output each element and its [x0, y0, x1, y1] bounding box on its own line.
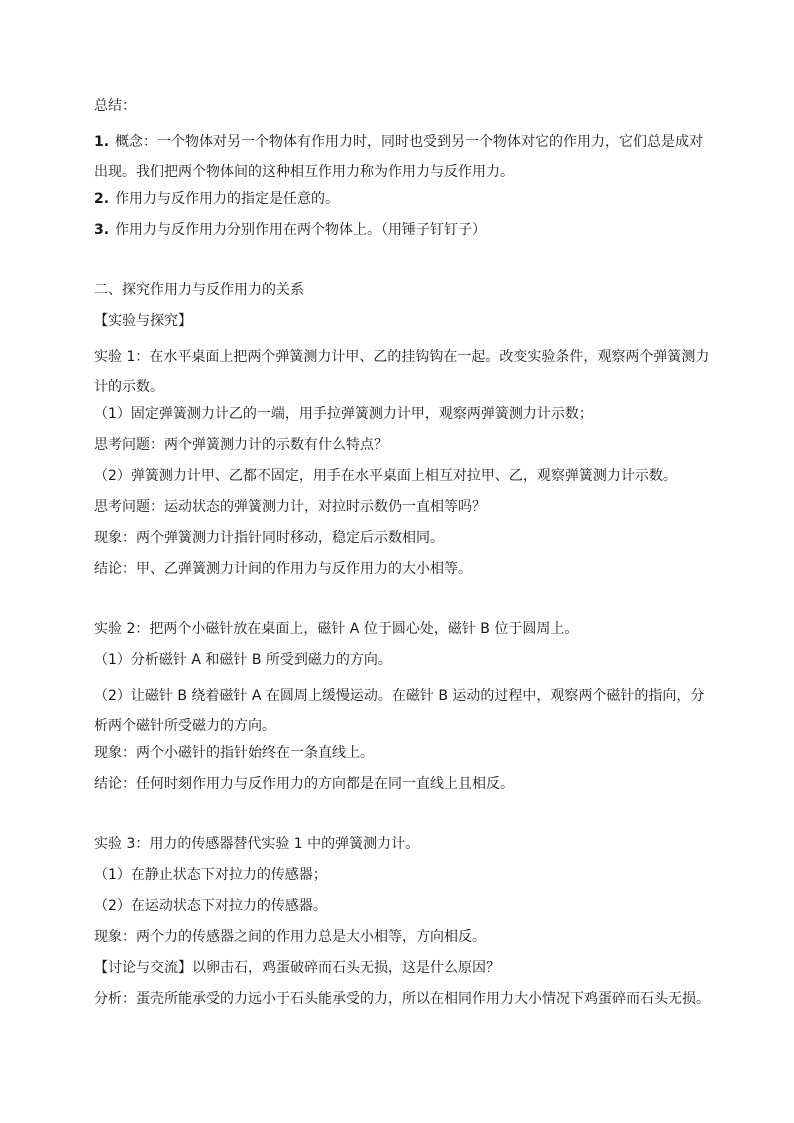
- summary-title: 总结：: [94, 98, 136, 114]
- exp2-conclusion: 结论：任何时刻作用力与反作用力的方向都是在同一直线上且相反。: [94, 776, 514, 792]
- exp1-conclusion: 结论：甲、乙弹簧测力计间的作用力与反作用力的大小相等。: [94, 561, 472, 577]
- exp3-intro: 实验 3：用力的传感器替代实验 1 中的弹簧测力计。: [94, 836, 420, 852]
- exp1-question2: 思考问题：运动状态的弹簧测力计，对拉时示数仍一直相等吗？: [94, 499, 486, 515]
- summary-item-2-number: 2.: [94, 191, 110, 207]
- summary-item-3: [94, 220, 714, 241]
- summary-item-1-number: 1.: [94, 134, 110, 150]
- section-gap: [94, 805, 714, 834]
- summary-item-2-text: 作用力与反作用力的指定是任意的。: [115, 191, 340, 207]
- exp1-intro: 实验 1：在水平桌面上把两个弹簧测力计甲、乙的挂钩钩在一起。改变实验条件，观察两个弹簧测力计的示数。: [94, 349, 710, 395]
- section2-title: 二、探究作用力与反作用力的关系: [94, 282, 304, 298]
- exp2-intro: 实验 2：把两个小磁针放在桌面上，磁针 A 位于圆心处，磁针 B 位于圆周上。: [94, 621, 579, 637]
- section-gap: [94, 590, 714, 619]
- exp2-phenomenon: 现象：两个小磁针的指针始终在一条直线上。: [94, 745, 374, 761]
- summary-item-3-number: 3.: [94, 222, 110, 238]
- experiment-header: 【实验与探究】: [94, 313, 192, 329]
- exp2-step2: （2）让磁针 B 绕着磁针 A 在圆周上缓慢运动。在磁针 B 运动的过程中，观察两个磁针的指向，分析两个磁针所受磁力的方向。: [94, 688, 705, 734]
- exp1-step2: （2）弹簧测力计甲、乙都不固定，用手在水平桌面上相互对拉甲、乙，观察弹簧测力计示数。: [94, 468, 677, 484]
- exp3-step2: （2）在运动状态下对拉力的传感器。: [94, 898, 327, 914]
- exp1-question1: 思考问题：两个弹簧测力计的示数有什么特点？: [94, 437, 388, 453]
- discussion-question: 【讨论与交流】以卵击石，鸡蛋破碎而石头无损，这是什么原因？: [94, 960, 500, 976]
- summary-item-3-text: 作用力与反作用力分别作用在两个物体上。（用锤子钉钉子）: [115, 222, 487, 238]
- exp2-step1: （1）分析磁针 A 和磁针 B 所受到磁力的方向。: [94, 652, 392, 668]
- exp3-step1: （1）在静止状态下对拉力的传感器；: [94, 867, 327, 883]
- summary-item-1-text: 概念：一个物体对另一个物体有作用力时，同时也受到另一个物体对它的作用力，它们总是成对出现。我们把两个物体间的这种相互作用力称为作用力与反作用力。: [94, 134, 704, 180]
- summary-item-2: [94, 189, 714, 210]
- exp1-phenomenon: 现象：两个弹簧测力计指针同时移动，稳定后示数相同。: [94, 530, 444, 546]
- exp3-phenomenon: 现象：两个力的传感器之间的作用力总是大小相等，方向相反。: [94, 929, 486, 945]
- document-page: [94, 96, 714, 1020]
- section-gap: [94, 251, 714, 280]
- discussion-analysis: 分析：蛋壳所能承受的力远小于石头能承受的力，所以在相同作用力大小情况下鸡蛋碎而石头无损。: [94, 991, 710, 1007]
- summary-item-1: [94, 127, 714, 187]
- exp1-step1: （1）固定弹簧测力计乙的一端，用手拉弹簧测力计甲，观察两弹簧测力计示数；: [94, 406, 593, 422]
